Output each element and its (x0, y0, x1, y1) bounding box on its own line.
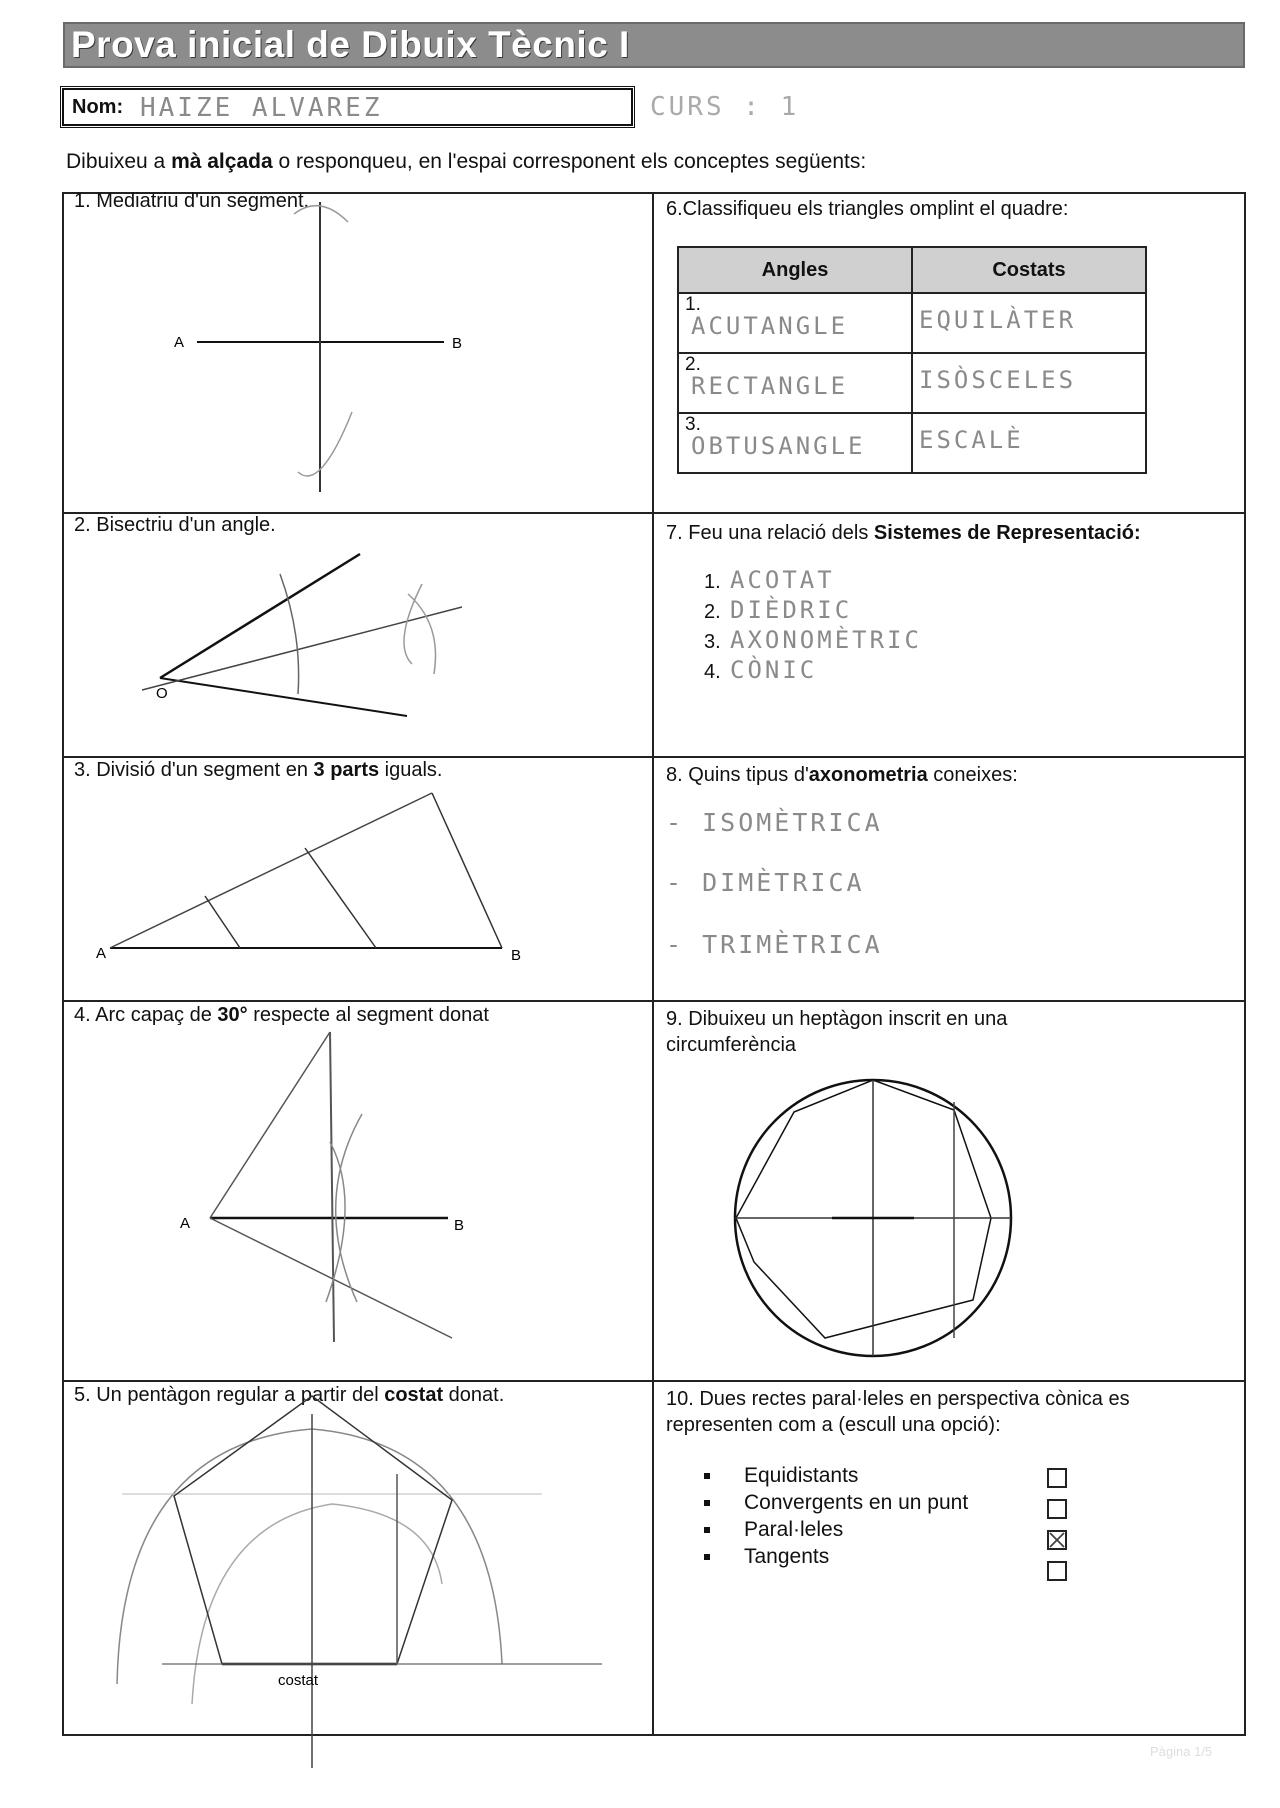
item-answer: DIÈDRIC (730, 596, 853, 624)
segment-division-drawing (62, 758, 652, 1000)
angle-answer: OBTUSANGLE (691, 432, 866, 460)
option-item (700, 1543, 1100, 1570)
table-row (678, 413, 1146, 473)
side-answer: EQUILÀTER (919, 306, 1077, 334)
angle-answer: RECTANGLE (691, 372, 849, 400)
point-a-label: A (180, 1215, 191, 1232)
instructions-pre: Dibuixeu a (66, 150, 172, 173)
triangle-table (677, 246, 1147, 474)
question-7 (666, 520, 1141, 546)
row-number: 3. (685, 414, 701, 435)
bullet-icon (704, 1473, 710, 1479)
question-3-bold: 3 parts (313, 759, 380, 781)
question-6: 6.Classifiqueu els triangles omplint el quadre: (666, 198, 1069, 220)
checkbox-paraleles[interactable] (1047, 1530, 1067, 1550)
item-number: 4. (704, 661, 721, 683)
question-8 (666, 762, 1018, 788)
question-2: 2. Bisectriu d'un angle. (74, 514, 276, 536)
instructions (66, 150, 866, 174)
side-cell[interactable] (912, 353, 1146, 413)
course-note: CURS : 1 (650, 92, 800, 122)
instructions-bold: mà alçada (171, 150, 273, 173)
name-label: Nom: (72, 96, 124, 118)
costat-label: costat (278, 1672, 319, 1689)
side-cell[interactable] (912, 413, 1146, 473)
question-4-post: respecte al segment donat (247, 1004, 489, 1026)
list-item (704, 626, 922, 656)
axonometry-answer: - DIMÈTRICA (666, 868, 865, 897)
side-answer: ISÒSCELES (919, 366, 1077, 394)
name-value: HAIZE ALVAREZ (140, 93, 383, 123)
angle-cell[interactable] (678, 413, 912, 473)
item-number: 3. (704, 631, 721, 653)
question-10-line-2: representen com a (escull una opció): (666, 1414, 1001, 1436)
question-10 (666, 1386, 1130, 1438)
title-bar (63, 22, 1245, 68)
question-4-bold: 30° (217, 1004, 248, 1026)
item-answer: CÒNIC (730, 656, 818, 684)
question-5-post: donat. (443, 1384, 505, 1406)
angle-cell[interactable] (678, 293, 912, 353)
list-item (704, 656, 922, 686)
option-label: Paral·leles (744, 1518, 844, 1541)
heptagon-drawing (654, 1002, 1244, 1380)
question-10-line-1: 10. Dues rectes paral·leles en perspectiva cònica es (666, 1388, 1130, 1410)
option-label: Tangents (744, 1545, 830, 1568)
axonometry-answer: - TRIMÈTRICA (666, 930, 883, 959)
grid-divider (652, 192, 654, 1736)
option-item (700, 1489, 1100, 1516)
capable-arc-drawing (62, 1002, 652, 1380)
question-3-pre: 3. Divisió d'un segment en (74, 759, 314, 781)
question-8-pre: 8. Quins tipus d' (666, 764, 809, 786)
point-b-label: B (454, 1217, 465, 1234)
item-number: 2. (704, 601, 721, 623)
table-row (678, 353, 1146, 413)
angle-cell[interactable] (678, 353, 912, 413)
name-field[interactable] (62, 88, 633, 126)
question-8-bold: axonometria (808, 764, 928, 786)
option-item (700, 1462, 1100, 1489)
side-answer: ESCALÈ (919, 426, 1024, 454)
checkbox-tangents[interactable] (1047, 1561, 1067, 1581)
list-item (704, 596, 922, 626)
question-8-post: coneixes: (927, 764, 1018, 786)
instructions-post: o responqueu, en l'espai corresponent els conceptes següents: (272, 150, 867, 173)
table-row (678, 293, 1146, 353)
side-cell[interactable] (912, 293, 1146, 353)
item-number: 1. (704, 571, 721, 593)
vertex-o-label: O (156, 685, 168, 702)
question-3-post: iguals. (379, 759, 443, 781)
page-number: Pàgina 1/5 (1150, 1744, 1213, 1759)
point-a-label: A (174, 334, 185, 351)
list-item (704, 566, 922, 596)
point-b-label: B (452, 335, 463, 352)
checkmark-x-icon (1049, 1532, 1065, 1548)
item-answer: ACOTAT (730, 566, 835, 594)
option-checkboxes (1047, 1468, 1067, 1592)
representation-systems-list (704, 566, 922, 686)
axonometry-answer: - ISOMÈTRICA (666, 808, 883, 837)
question-4-pre: 4. Arc capaç de (74, 1004, 218, 1026)
question-9-line-1: 9. Dibuixeu un heptàgon inscrit en una (666, 1008, 1008, 1030)
question-7-pre: 7. Feu una relació dels (666, 522, 874, 544)
option-label: Convergents en un punt (744, 1491, 969, 1514)
item-answer: AXONOMÈTRIC (730, 626, 922, 654)
bullet-icon (704, 1527, 710, 1533)
option-label: Equidistants (744, 1464, 859, 1487)
page-title: Prova inicial de Dibuix Tècnic I (71, 24, 630, 65)
row-number: 1. (685, 294, 701, 315)
checkbox-equidistants[interactable] (1047, 1468, 1067, 1488)
checkbox-convergents[interactable] (1047, 1499, 1067, 1519)
options-list (700, 1462, 1100, 1570)
header-angles: Angles (678, 247, 912, 293)
pentagon-drawing (62, 1384, 652, 1768)
question-9-line-2: circumferència (666, 1034, 797, 1056)
perpendicular-bisector-drawing (62, 192, 652, 512)
question-5-bold: costat (384, 1384, 444, 1406)
angle-answer: ACUTANGLE (691, 312, 849, 340)
question-7-bold: Sistemes de Representació: (873, 522, 1141, 544)
bullet-icon (704, 1500, 710, 1506)
question-1: 1. Mediatriu d'un segment. (74, 190, 310, 212)
header-sides: Costats (912, 247, 1146, 293)
option-item (700, 1516, 1100, 1543)
point-b-label: B (511, 947, 522, 964)
bullet-icon (704, 1554, 710, 1560)
question-5-pre: 5. Un pentàgon regular a partir del (74, 1384, 385, 1406)
row-number: 2. (685, 354, 701, 375)
angle-bisector-drawing (62, 514, 652, 756)
point-a-label: A (96, 945, 107, 962)
